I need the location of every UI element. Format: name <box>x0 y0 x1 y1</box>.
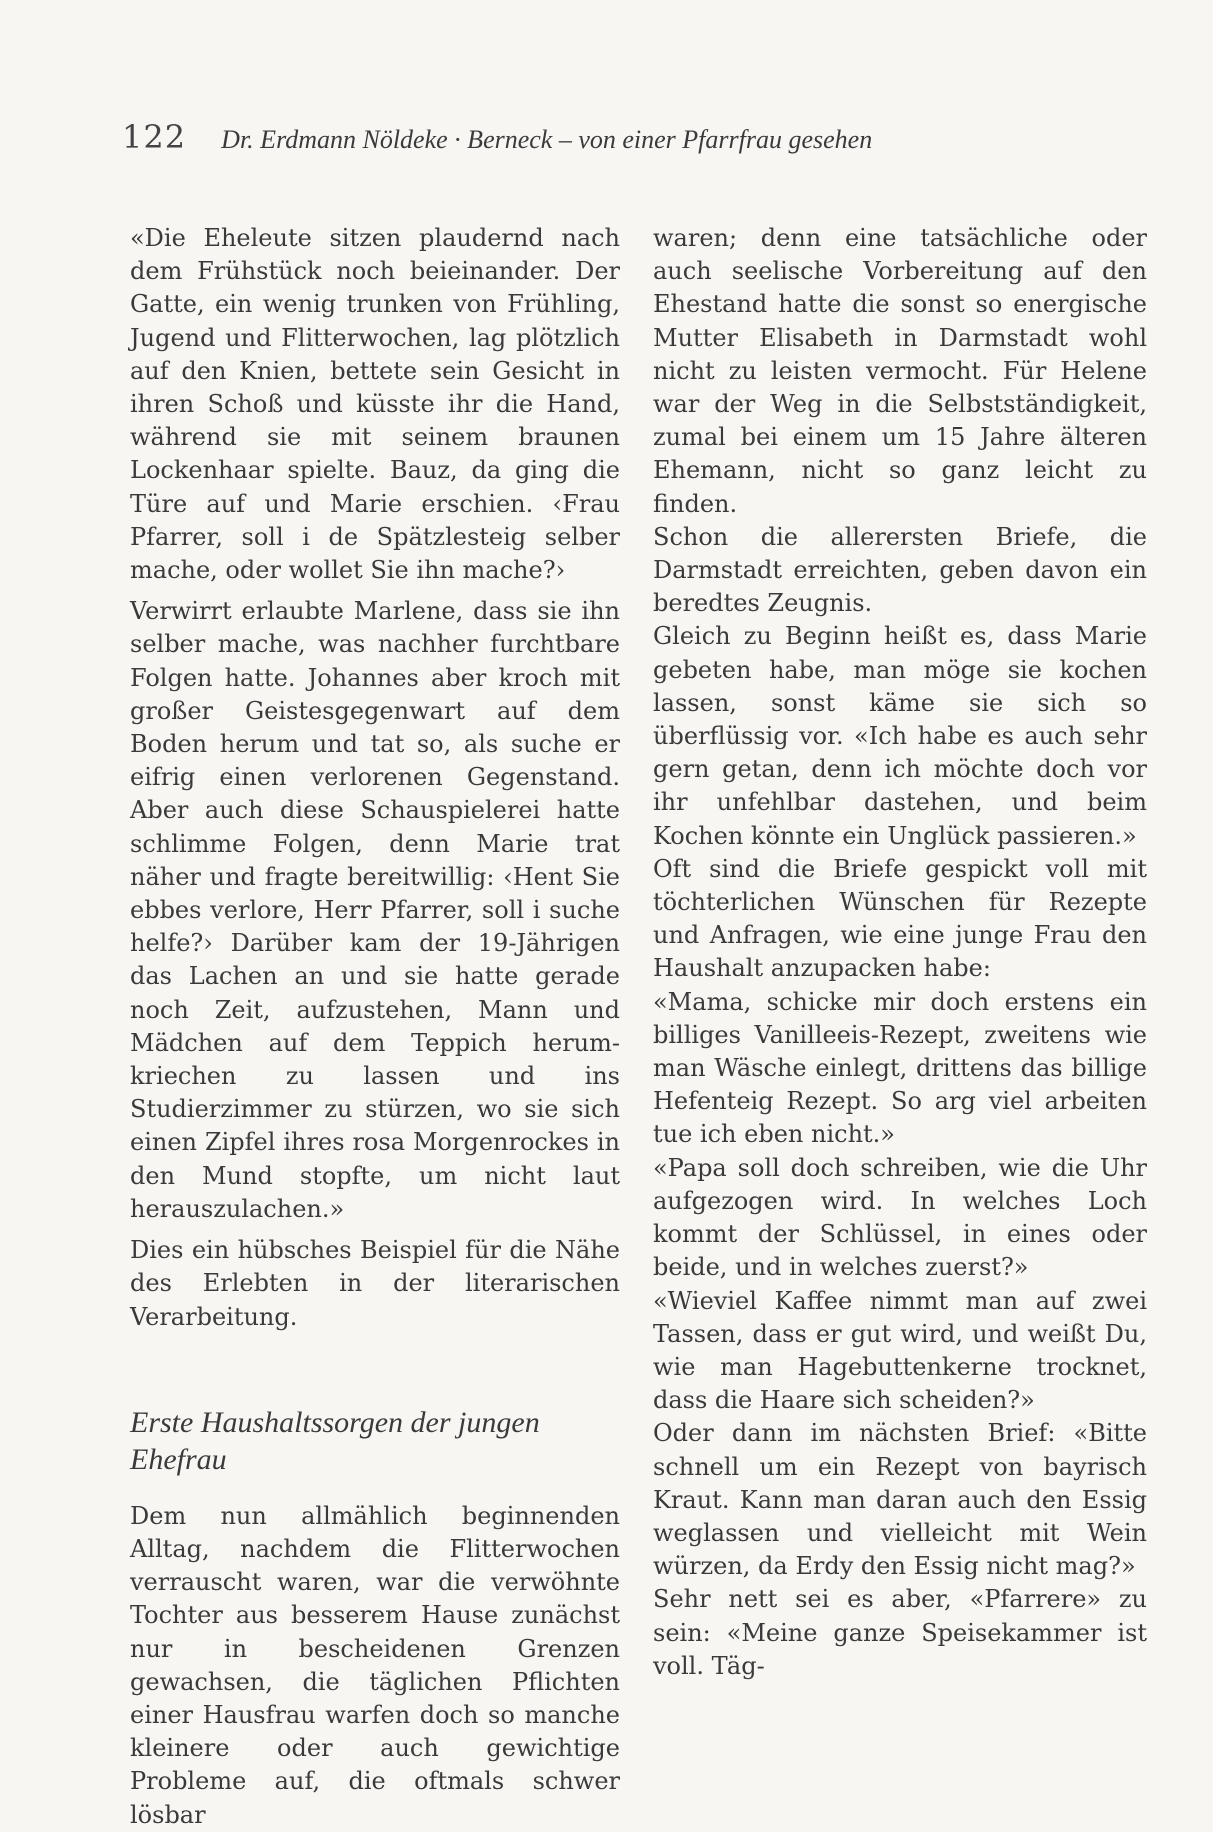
page-header <box>122 118 872 156</box>
left-column <box>130 222 620 1832</box>
paragraph: Schon die allerersten Briefe, die Darmstadt erreichten, geben davon ein beredtes Zeugnis. <box>653 522 1147 618</box>
paragraph: Verwirrt erlaubte Marlene, dass sie ihn selber mache, was nachher furchtbare Folgen hatte. Johannes aber kroch mit großer Geistesgegenwart auf dem Boden herum und tat so, als suche er eifrig einen verlorenen Gegenstand. Aber auch diese Schauspielerei hatte schlimme Folgen, denn Marie trat näher und fragte bereitwillig: ‹Hent Sie ebbes verlore, Herr Pfarrer, soll i suche helfe?› Darüber kam der 19-Jährigen das Lachen an und sie hatte gerade noch Zeit, aufzustehen, Mann und Mädchen auf dem Teppich herumkriechen zu lassen und ins Studierzimmer zu stürzen, wo sie sich einen Zipfel ihres rosa Morgenrockes in den Mund stopfte, um nicht laut herauszulachen.» <box>130 597 620 1223</box>
paragraph: waren; denn eine tatsächliche oder auch seelische Vorbereitung auf den Ehestand hatte die sonst so energische Mutter Elisabeth in Darmstadt wohl nicht zu leisten vermocht. Für Helene war der Weg in die Selbstständigkeit, zumal bei einem um 15 Jahre älteren Ehemann, nicht so ganz leicht zu finden. <box>653 224 1147 518</box>
paragraph: Dem nun allmählich beginnenden Alltag, nachdem die Flitterwochen verrauscht waren, war die verwöhnte Tochter aus besserem Hause zunächst nur in bescheidenen Grenzen gewachsen, die täglichen Pflichten einer Hausfrau warfen doch so manche kleinere oder auch gewichtige Probleme auf, die oftmals schwer lösbar <box>130 1501 620 1829</box>
paragraph: Oder dann im nächsten Brief: «Bitte schnell um ein Rezept von bayrisch Kraut. Kann man daran auch den Essig weglassen und vielleicht mit Wein würzen, da Erdy den Essig nicht mag?» <box>653 1419 1147 1581</box>
page-number: 122 <box>122 118 187 156</box>
paragraph: Dies ein hübsches Beispiel für die Nähe des Erlebten in der literarischen Verarbeitung. <box>130 1236 620 1331</box>
paragraph: Gleich zu Beginn heißt es, dass Marie gebeten habe, man möge sie kochen lassen, sonst käme sie sich so überflüssig vor. «Ich habe es auch sehr gern getan, denn ich möchte doch vor ihr unfehlbar dastehen, und beim Kochen könnte ein Unglück passieren.» <box>653 622 1147 850</box>
right-column <box>653 222 1147 1683</box>
section-heading: Erste Haushaltssorgen der jungen Ehefrau <box>130 1405 540 1476</box>
paragraph: «Die Eheleute sitzen plaudernd nach dem Frühstück noch beieinander. Der Gatte, ein wenig trunken von Frühling, Jugend und Flitterwochen, lag plötzlich auf den Knien, bettete sein Gesicht in ihren Schoß und küsste ihr die Hand, während sie mit seinem braunen Lockenhaar spielte. Bauz, da ging die Türe auf und Marie erschien. ‹Frau Pfarrer, soll i de Spätzlesteig selber mache, oder wollet Sie ihn mache?› <box>130 224 620 585</box>
running-head: Dr. Erdmann Nöldeke · Berneck – von einer Pfarrfrau gesehen <box>221 125 873 154</box>
paragraph: «Papa soll doch schreiben, wie die Uhr aufgezogen wird. In welches Loch kommt der Schlüssel, in eines oder beide, und in welches zuerst?» <box>653 1153 1147 1282</box>
paragraph: Oft sind die Briefe gespickt voll mit töchterlichen Wünschen für Rezepte und Anfragen, wie eine junge Frau den Haushalt anzupacken habe: <box>653 854 1147 983</box>
paragraph: «Wieviel Kaffee nimmt man auf zwei Tassen, dass er gut wird, und weißt Du, wie man Hagebuttenkerne trocknet, dass die Haare sich scheiden?» <box>653 1286 1147 1415</box>
paragraph: Sehr nett sei es aber, «Pfarrere» zu sein: «Meine ganze Speisekammer ist voll. Täg- <box>653 1585 1147 1680</box>
paragraph: «Mama, schicke mir doch erstens ein billiges Vanilleeis-Rezept, zweitens wie man Wäsche einlegt, drittens das billige Hefenteig Rezept. So arg viel arbeiten tue ich eben nicht.» <box>653 987 1147 1149</box>
